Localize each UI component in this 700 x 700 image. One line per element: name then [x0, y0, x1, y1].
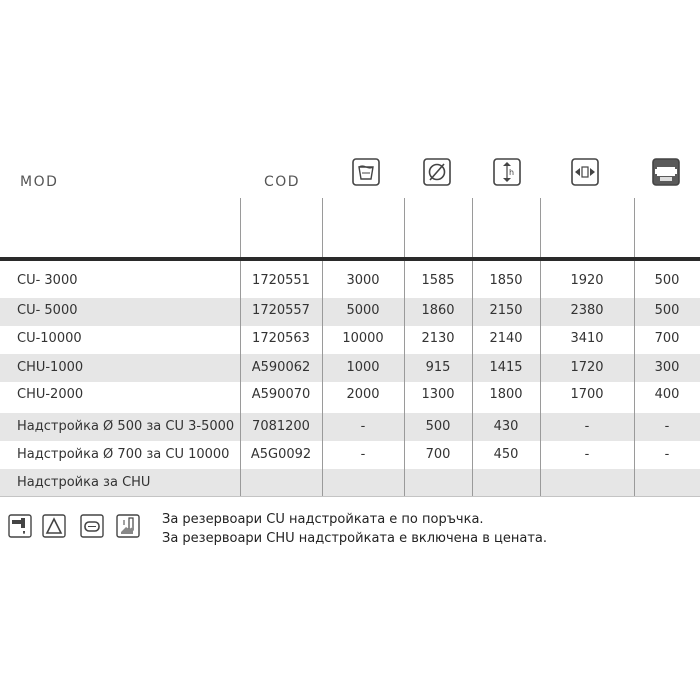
cell-diameter: 1860 [421, 303, 455, 318]
cell-diameter [404, 469, 472, 497]
table-row [0, 441, 700, 469]
cell-mod: CU-10000 [17, 331, 82, 346]
header-separator [0, 257, 700, 261]
cell-width: 1720 [570, 360, 604, 375]
cell-height: 450 [493, 447, 519, 462]
cell-mod: Надстройка за CHU [17, 475, 151, 490]
cell-mod: CHU-2000 [17, 387, 84, 402]
cell-mod: Надстройка Ø 500 за CU 3-5000 [17, 419, 235, 434]
cell-diameter: 700 [425, 447, 451, 462]
cell-mod: CU- 5000 [17, 303, 78, 318]
cell-cod: 1720557 [252, 303, 310, 318]
table-row [0, 413, 700, 441]
cell-height: 1415 [489, 360, 523, 375]
height-icon [493, 158, 521, 186]
cell-mod: Надстройка Ø 700 за CU 10000 [17, 447, 230, 462]
cell-diameter: 1585 [421, 273, 455, 288]
cell-pipe: - [664, 419, 670, 434]
cell-width: - [584, 419, 590, 434]
note-cu: За резервоари CU надстройката е по поръчка. [162, 512, 484, 527]
cell-pipe [634, 469, 700, 497]
cell-height: 430 [493, 419, 519, 434]
pipe-icon [652, 158, 680, 186]
cell-diameter: 2130 [421, 331, 455, 346]
cell-width: 2380 [570, 303, 604, 318]
cell-width: - [584, 447, 590, 462]
cell-pipe: 500 [654, 273, 680, 288]
cell-cod: 7081200 [252, 419, 310, 434]
cell-capacity: 2000 [346, 387, 380, 402]
cell-pipe: 700 [654, 331, 680, 346]
note-chu: За резервоари CHU надстройката е включена в цената. [162, 531, 548, 546]
diameter-icon [423, 158, 451, 186]
cell-pipe: 400 [654, 387, 680, 402]
tank-icon [80, 514, 104, 538]
cell-capacity: 10000 [342, 331, 384, 346]
table-row [0, 469, 700, 497]
svg-text:h: h [509, 168, 515, 177]
cell-capacity: 1000 [346, 360, 380, 375]
cell-height: 2150 [489, 303, 523, 318]
cell-cod: A590062 [251, 360, 311, 375]
hand-wash-icon [116, 514, 140, 538]
header-cod: COD [264, 174, 301, 190]
cell-cod: A5G0092 [250, 447, 312, 462]
header-mod: MOD [20, 174, 59, 190]
table-row [0, 381, 700, 409]
cell-height: 2140 [489, 331, 523, 346]
capacity-icon [352, 158, 380, 186]
cell-pipe: 500 [654, 303, 680, 318]
cell-capacity: - [360, 419, 366, 434]
cell-capacity: 5000 [346, 303, 380, 318]
cell-cod: 1720563 [252, 331, 310, 346]
cell-capacity: - [360, 447, 366, 462]
warning-triangle-icon [42, 514, 66, 538]
cell-height: 1850 [489, 273, 523, 288]
cell-width: 1700 [570, 387, 604, 402]
cell-height: 1800 [489, 387, 523, 402]
cell-capacity [322, 469, 404, 497]
cell-capacity: 3000 [346, 273, 380, 288]
cell-mod: CHU-1000 [17, 360, 84, 375]
width-icon [571, 158, 599, 186]
cell-diameter: 500 [425, 419, 451, 434]
cell-mod: CU- 3000 [17, 273, 78, 288]
table-row [0, 354, 700, 382]
cell-diameter: 1300 [421, 387, 455, 402]
cell-diameter: 915 [425, 360, 451, 375]
faucet-icon [8, 514, 32, 538]
cell-pipe: 300 [654, 360, 680, 375]
table-bottom-border [0, 496, 700, 497]
cell-width: 3410 [570, 331, 604, 346]
table-row [0, 297, 700, 325]
cell-cod [240, 469, 322, 497]
cell-cod: A590070 [251, 387, 311, 402]
table-row [0, 325, 700, 353]
cell-width [540, 469, 634, 497]
cell-width: 1920 [570, 273, 604, 288]
cell-cod: 1720551 [252, 273, 310, 288]
cell-pipe: - [664, 447, 670, 462]
cell-height [472, 469, 540, 497]
table-row [0, 267, 700, 295]
